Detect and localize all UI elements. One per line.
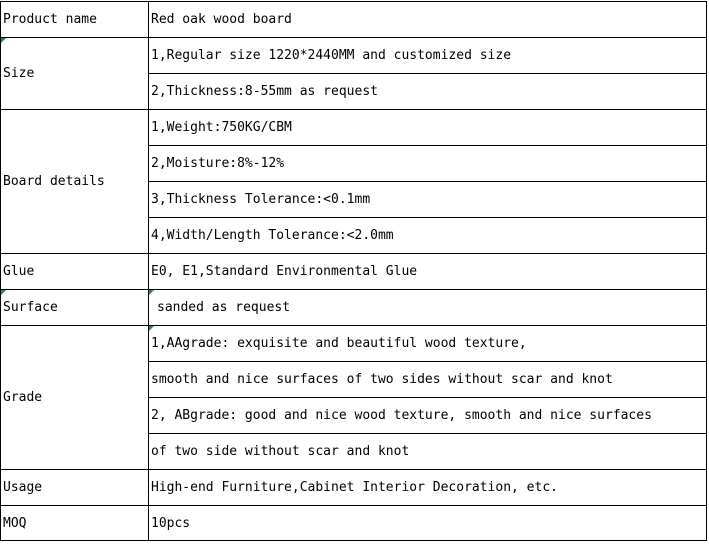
grade-line-2: smooth and nice surfaces of two sides without scar and knot (149, 362, 707, 398)
corner-marker-icon (1, 290, 6, 295)
row-surface (1, 290, 707, 326)
moq-value: 10pcs (149, 506, 707, 541)
surface-value: sanded as request (157, 300, 291, 315)
row-usage (1, 470, 707, 506)
grade-line-3: 2, ABgrade: good and nice wood texture, smooth and nice surfaces (149, 398, 707, 434)
glue-label: Glue (1, 254, 149, 290)
product-name-label: Product name (1, 2, 149, 38)
board-details-line-4: 4,Width/Length Tolerance:<2.0mm (149, 218, 707, 254)
glue-value: E0, E1,Standard Environmental Glue (149, 254, 707, 290)
grade-line-1-cell (149, 326, 707, 362)
board-details-line-1: 1,Weight:750KG/CBM (149, 110, 707, 146)
corner-marker-icon (149, 326, 154, 331)
row-grade (1, 326, 707, 362)
board-details-line-2: 2,Moisture:8%-12% (149, 146, 707, 182)
grade-line-1: 1,AAgrade: exquisite and beautiful wood texture, (151, 336, 527, 351)
grade-line-4: of two side without scar and knot (149, 434, 707, 470)
usage-value: High-end Furniture,Cabinet Interior Decoration, etc. (149, 470, 707, 506)
size-label: Size (3, 66, 35, 81)
corner-marker-icon (149, 290, 154, 295)
row-glue (1, 254, 707, 290)
product-name-value: Red oak wood board (149, 2, 707, 38)
board-details-label: Board details (1, 110, 149, 254)
product-spec-table (0, 1, 707, 541)
size-line-2: 2,Thickness:8-55mm as request (149, 74, 707, 110)
row-product-name (1, 2, 707, 38)
moq-label: MOQ (1, 506, 149, 541)
board-details-line-3: 3,Thickness Tolerance:<0.1mm (149, 182, 707, 218)
corner-marker-icon (1, 38, 6, 43)
row-board-details (1, 110, 707, 146)
surface-label: Surface (3, 300, 58, 315)
size-line-1: 1,Regular size 1220*2440MM and customized size (149, 38, 707, 74)
surface-value-cell (149, 290, 707, 326)
size-label-cell (1, 38, 149, 110)
row-moq (1, 506, 707, 541)
grade-label: Grade (1, 326, 149, 470)
usage-label: Usage (1, 470, 149, 506)
surface-label-cell (1, 290, 149, 326)
row-size (1, 38, 707, 74)
